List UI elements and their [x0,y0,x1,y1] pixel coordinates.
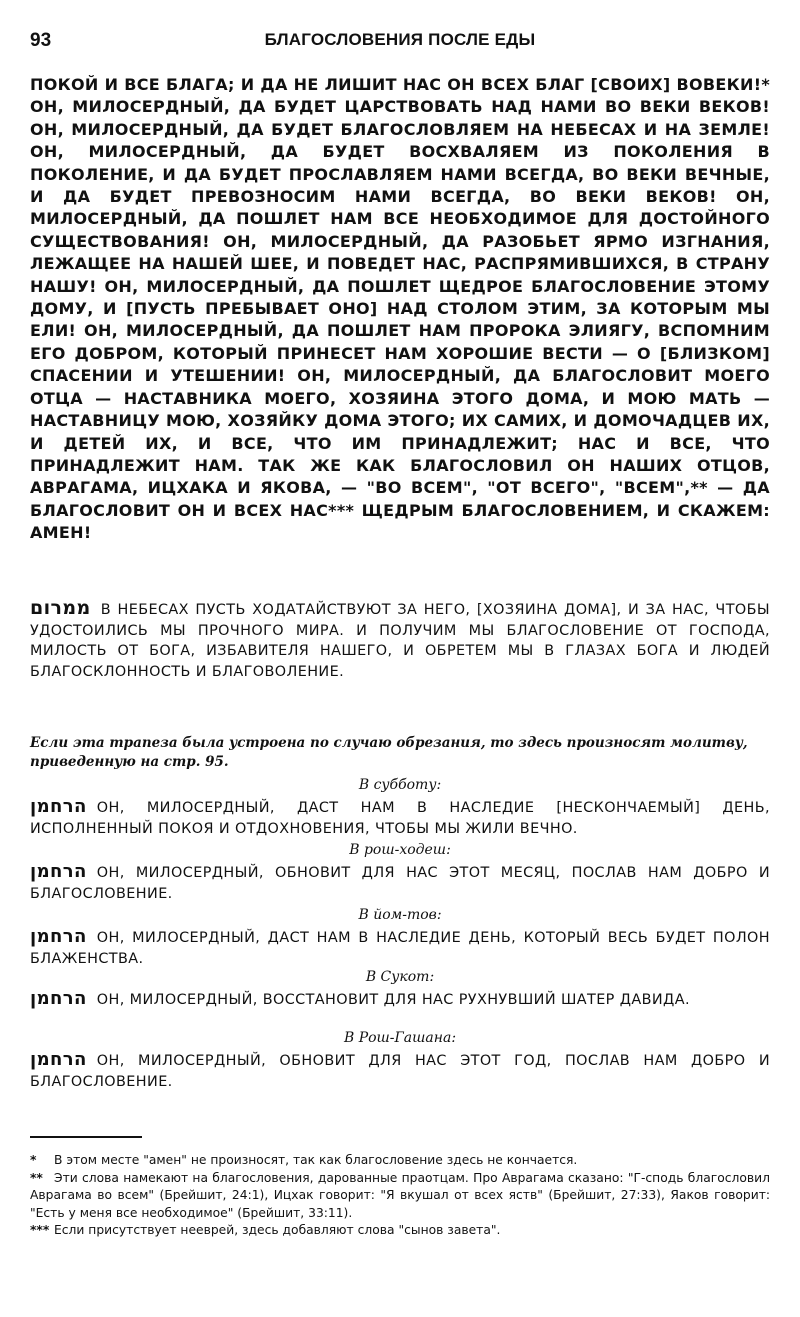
footnote-mark: ** [30,1170,43,1185]
footnote-text: В этом месте "амен" не произносят, так как благословение здесь не кончается. [54,1153,578,1167]
main-prayer-text: ПОКОЙ И ВСЕ БЛАГА; И ДА НЕ ЛИШИТ НАС ОН ВСЕХ БЛАГ [СВОИХ] ВОВЕКИ!* ОН, МИЛОСЕРДНЫЙ, ДА БУДЕТ ЦАРСТВОВАТЬ НАД НАМИ ВО ВЕКИ ВЕКОВ! ОН, МИЛОСЕРДНЫЙ, ДА БУДЕТ БЛАГОСЛОВЛЯЕМ НА НЕБЕСАХ И НА ЗЕМЛЕ! ОН, МИЛОСЕРДНЫЙ, ДА БУДЕТ ВОСХВАЛЯЕМ ИЗ ПОКОЛЕНИЯ В ПОКОЛЕНИЕ, И ДА БУДЕТ ПРОСЛАВЛЯЕМ НАМИ ВСЕГДА, ВО ВЕКИ ВЕЧНЫЕ, И ДА БУДЕТ ПРЕВОЗНОСИМ НАМИ ВСЕГДА, ВО ВЕКИ ВЕКОВ! ОН, МИЛОСЕРДНЫЙ, ДА ПОШЛЕТ НАМ ВСЕ НЕОБХОДИМОЕ ДЛЯ ДОСТОЙНОГО СУЩЕСТВОВАНИЯ! ОН, МИЛОСЕРДНЫЙ, ДА РАЗОБЬЕТ ЯРМО ИЗГНАНИЯ, ЛЕЖАЩЕЕ НА НАШЕЙ ШЕЕ, И ПОВЕДЕТ НАС, РАСПРЯМИВШИХСЯ, В СТРАНУ НАШУ! ОН, МИЛОСЕРДНЫЙ, ДА ПОШЛЕТ ЩЕДРОЕ БЛАГОСЛОВЕНИЕ ЭТОМУ ДОМУ, И [ПУСТЬ ПРЕБЫВАЕТ ОНО] НАД СТОЛОМ ЭТИМ, ЗА КОТОРЫМ МЫ ЕЛИ! ОН, МИЛОСЕРДНЫЙ, ДА ПОШЛЕТ НАМ ПРОРОКА ЭЛИЯГУ, ВСПОМНИМ ЕГО ДОБРОМ, КОТОРЫЙ ПРИНЕСЕТ НАМ ХОРОШИЕ ВЕСТИ — О [БЛИЗКОМ] СПАСЕНИИ И УТЕШЕНИИ! ОН, МИЛОСЕРДНЫЙ, ДА БЛАГОСЛОВИТ МОЕГО ОТЦА — НАСТАВНИКА МОЕГО, ХОЗЯИНА ЭТОГО ДОМА, И МОЮ МАТЬ — НАСТАВНИЦУ МОЮ, ХОЗЯЙКУ ДОМА ЭТОГО; ИХ САМИХ, И ДОМОЧАДЦЕВ ИХ, И ДЕТЕЙ ИХ, И ВСЕ, ЧТО ИМ ПРИНАДЛЕЖИТ; НАС И ВСЕ, ЧТО ПРИНАДЛЕЖИТ НАМ. ТАК ЖЕ КАК БЛАГОСЛОВИЛ ОН НАШИХ ОТЦОВ, АВРАГАМА, ИЦХАКА И ЯКОВА, — "ВО ВСЕМ", "ОТ ВСЕГО", "ВСЕМ",** — ДА БЛАГОСЛОВИТ ОН И ВСЕХ НАС*** ЩЕДРЫМ БЛАГОСЛОВЕНИЕМ, И СКАЖЕМ: АМЕН! [30,75,770,543]
special-day-body [30,988,770,1011]
special-day-heading: В субботу: [358,777,442,793]
hebrew-incipit-harachaman: הרחמן [30,796,87,817]
hebrew-incipit-harachaman: הרחמן [30,988,87,1009]
special-day-text: ОН, МИЛОСЕРДНЫЙ, ОБНОВИТ ДЛЯ НАС ЭТОТ ГОД, ПОСЛАВ НАМ ДОБРО И БЛАГОСЛОВЕНИЕ. [30,1053,770,1090]
running-title: БЛАГОСЛОВЕНИЯ ПОСЛЕ ЕДЫ [264,30,536,49]
marom-text: В НЕБЕСАХ ПУСТЬ ХОДАТАЙСТВУЮТ ЗА НЕГО, [ХОЗЯИНА ДОМА], И ЗА НАС, ЧТОБЫ УДОСТОИЛИСЬ МЫ ПРОЧНОГО МИРА. И ПОЛУЧИМ МЫ БЛАГОСЛОВЕНИЕ ОТ ГОСПОДА, МИЛОСТЬ ОТ БОГА, ИЗБАВИТЕЛЯ НАШЕГО, И ОБРЕТЕМ МЫ В ГЛАЗАХ БОГА И ЛЮДЕЙ БЛАГОСКЛОННОСТЬ И БЛАГОВОЛЕНИЕ. [30,602,770,681]
footnote-text: Эти слова намекают на благословения, дарованные праотцам. Про Аврагама сказано: "Г-сподь благословил Аврагама во всем" (Брейшит, 24:1), Ицхак говорит: "Я вкушал от всех яств" (Брейшит, 27:33), Яаков говорит: "Есть у меня все необходимое" (Брейшит, 33:11). [30,1170,770,1220]
footnote [30,1152,770,1170]
footnotes [30,1152,770,1240]
special-day-text: ОН, МИЛОСЕРДНЫЙ, ОБНОВИТ ДЛЯ НАС ЭТОТ МЕСЯЦ, ПОСЛАВ НАМ ДОБРО И БЛАГОСЛОВЕНИЕ. [30,865,770,902]
hebrew-incipit-harachaman: הרחמן [30,861,87,882]
special-day-heading: В Рош-Гашана: [343,1030,457,1046]
footnote [30,1170,770,1223]
footnote-text: Если присутствует нееврей, здесь добавляют слова "сынов завета". [54,1223,501,1237]
special-day-text: ОН, МИЛОСЕРДНЫЙ, ВОССТАНОВИТ ДЛЯ НАС РУХНУВШИЙ ШАТЕР ДАВИДА. [96,992,690,1008]
special-day-shabbat [30,776,770,840]
hebrew-incipit-harachaman: הרחמן [30,1049,87,1070]
marom-paragraph [30,598,770,683]
special-day-sukkot [30,968,770,1011]
footnote-divider [30,1136,142,1138]
special-day-rosh-hashana [30,1029,770,1093]
page-number: 93 [30,30,52,51]
footnote-mark: * [30,1153,37,1167]
footnote-mark: *** [30,1223,50,1237]
special-day-body [30,861,770,905]
special-day-heading: В Сукот: [365,969,435,985]
page-header [30,30,770,54]
special-day-yom-tov [30,906,770,970]
special-day-body [30,796,770,840]
special-day-text: ОН, МИЛОСЕРДНЫЙ, ДАСТ НАМ В НАСЛЕДИЕ [НЕСКОНЧАЕМЫЙ] ДЕНЬ, ИСПОЛНЕННЫЙ ПОКОЯ И ОТДОХНОВЕНИЯ, ЧТОБЫ МЫ ЖИЛИ ВЕЧНО. [30,800,770,837]
footnote [30,1222,770,1240]
hebrew-incipit-marom: ממרום [30,597,91,619]
special-day-heading: В йом-тов: [358,907,442,923]
hebrew-incipit-harachaman: הרחמן [30,926,87,947]
special-day-rosh-chodesh [30,841,770,905]
book-page [30,0,770,1317]
special-day-text: ОН, МИЛОСЕРДНЫЙ, ДАСТ НАМ В НАСЛЕДИЕ ДЕНЬ, КОТОРЫЙ ВЕСЬ БУДЕТ ПОЛОН БЛАЖЕНСТВА. [30,930,770,967]
special-day-body [30,1049,770,1093]
special-day-heading: В рош-ходеш: [349,842,451,858]
instruction-note [30,734,770,772]
special-day-body [30,926,770,970]
instruction-note-text: Если эта трапеза была устроена по случаю обрезания, то здесь произносят молитву, приведенную на стр. 95. [30,735,748,770]
